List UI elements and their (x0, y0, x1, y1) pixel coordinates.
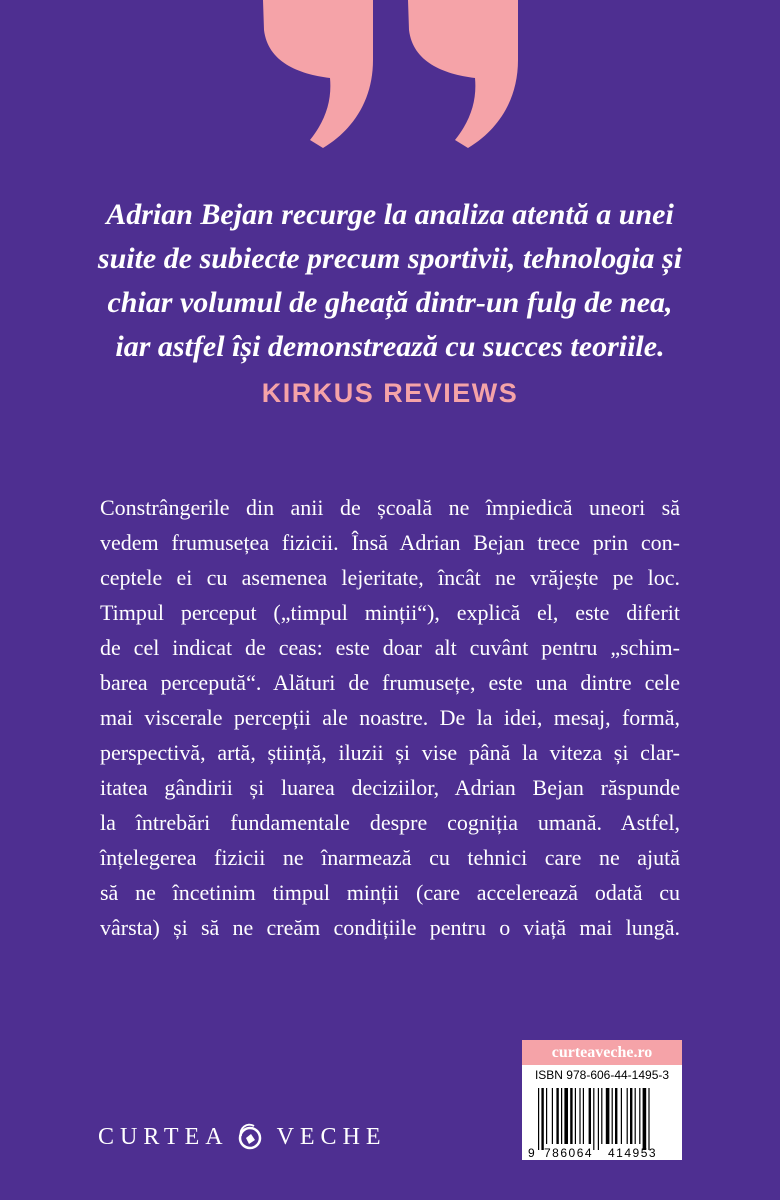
barcode-bar (627, 1088, 628, 1144)
barcode-bar (593, 1088, 594, 1150)
description-line: Constrângerile din anii de școală ne împiedică uneori să (100, 495, 680, 520)
barcode-bar (541, 1088, 543, 1150)
barcode-bar (552, 1088, 553, 1144)
description-line: la întrebări fundamentale despre cogniția umană. Astfel, (100, 810, 680, 835)
quote-line: Adrian Bejan recurge la analiza atentă a unei (106, 198, 674, 231)
review-quote (80, 193, 700, 369)
publisher-name-left: CURTEA (98, 1123, 229, 1150)
quotation-mark-icon (248, 0, 538, 150)
description-line: înțelegerea fizicii ne înarmează cu tehnici care ne ajută (100, 845, 680, 870)
quote-line: iar astfel își demonstrează cu succes teoriile. (115, 330, 665, 363)
quote-line: suite de subiecte precum sportivii, tehnologia și (97, 242, 683, 275)
barcode-bar (546, 1088, 547, 1144)
book-description (100, 490, 680, 945)
barcode-bar (643, 1088, 647, 1150)
publisher-emblem-icon (233, 1120, 267, 1154)
description-line: barea percepută“. Alături de frumusețe, este una dintre cele (100, 670, 680, 695)
publisher-name-right: VECHE (276, 1123, 387, 1150)
website-label: curteaveche.ro (522, 1040, 682, 1065)
barcode-bar (601, 1088, 602, 1144)
publisher-logo (98, 1120, 387, 1154)
description-line: de cel indicat de ceas: este doar alt cuvânt pentru „schim- (100, 635, 680, 660)
barcode (522, 1086, 682, 1160)
barcode-bar (606, 1088, 610, 1144)
barcode-panel (522, 1040, 682, 1160)
barcode-bar (575, 1088, 576, 1144)
barcode-bar (612, 1088, 613, 1144)
description-line: vârsta) și să ne creăm condițiile pentru o viață mai lungă. (100, 915, 680, 940)
barcode-bar (583, 1088, 584, 1144)
isbn-label: ISBN 978-606-44-1495-3 (534, 1068, 670, 1082)
barcode-bar (639, 1088, 640, 1144)
barcode-bar (630, 1088, 632, 1144)
barcode-bar (648, 1088, 649, 1150)
barcode-bar (538, 1088, 539, 1150)
barcode-digits-left: 786064 (544, 1146, 594, 1160)
description-line: Timpul perceput („timpul minții“), explică el, este diferit (100, 600, 680, 625)
description-line: mai viscerale percepții ale noastre. De la idei, mesaj, formă, (100, 705, 680, 730)
barcode-bar (564, 1088, 568, 1144)
barcode-bar (621, 1088, 622, 1144)
quote-attribution: KIRKUS REVIEWS (261, 378, 519, 408)
barcode-bar (598, 1088, 599, 1150)
quote-line: chiar volumul de gheață dintr-un fulg de nea, (107, 286, 673, 319)
barcode-digit-first: 9 (528, 1146, 535, 1160)
barcode-bar (561, 1088, 562, 1144)
description-line: să ne încetinim timpul minții (care accelerează odată cu (100, 880, 680, 905)
description-line: perspectivă, artă, știință, iluzii și vise până la viteza și clar- (100, 740, 680, 765)
barcode-bar (556, 1088, 558, 1144)
barcode-bar (635, 1088, 636, 1144)
description-line: vedem frumusețea fizicii. Însă Adrian Bejan trece prin con- (100, 530, 680, 555)
barcode-bar (570, 1088, 572, 1144)
barcode-bar (589, 1088, 591, 1144)
barcode-bar (615, 1088, 617, 1144)
barcode-digits-right: 414953 (608, 1146, 658, 1160)
barcode-bar (579, 1088, 580, 1144)
description-line: ceptele ei cu asemenea lejeritate, încât ne vrăjește pe loc. (100, 565, 680, 590)
description-line: itatea gândirii și luarea deciziilor, Adrian Bejan răspunde (100, 775, 680, 800)
